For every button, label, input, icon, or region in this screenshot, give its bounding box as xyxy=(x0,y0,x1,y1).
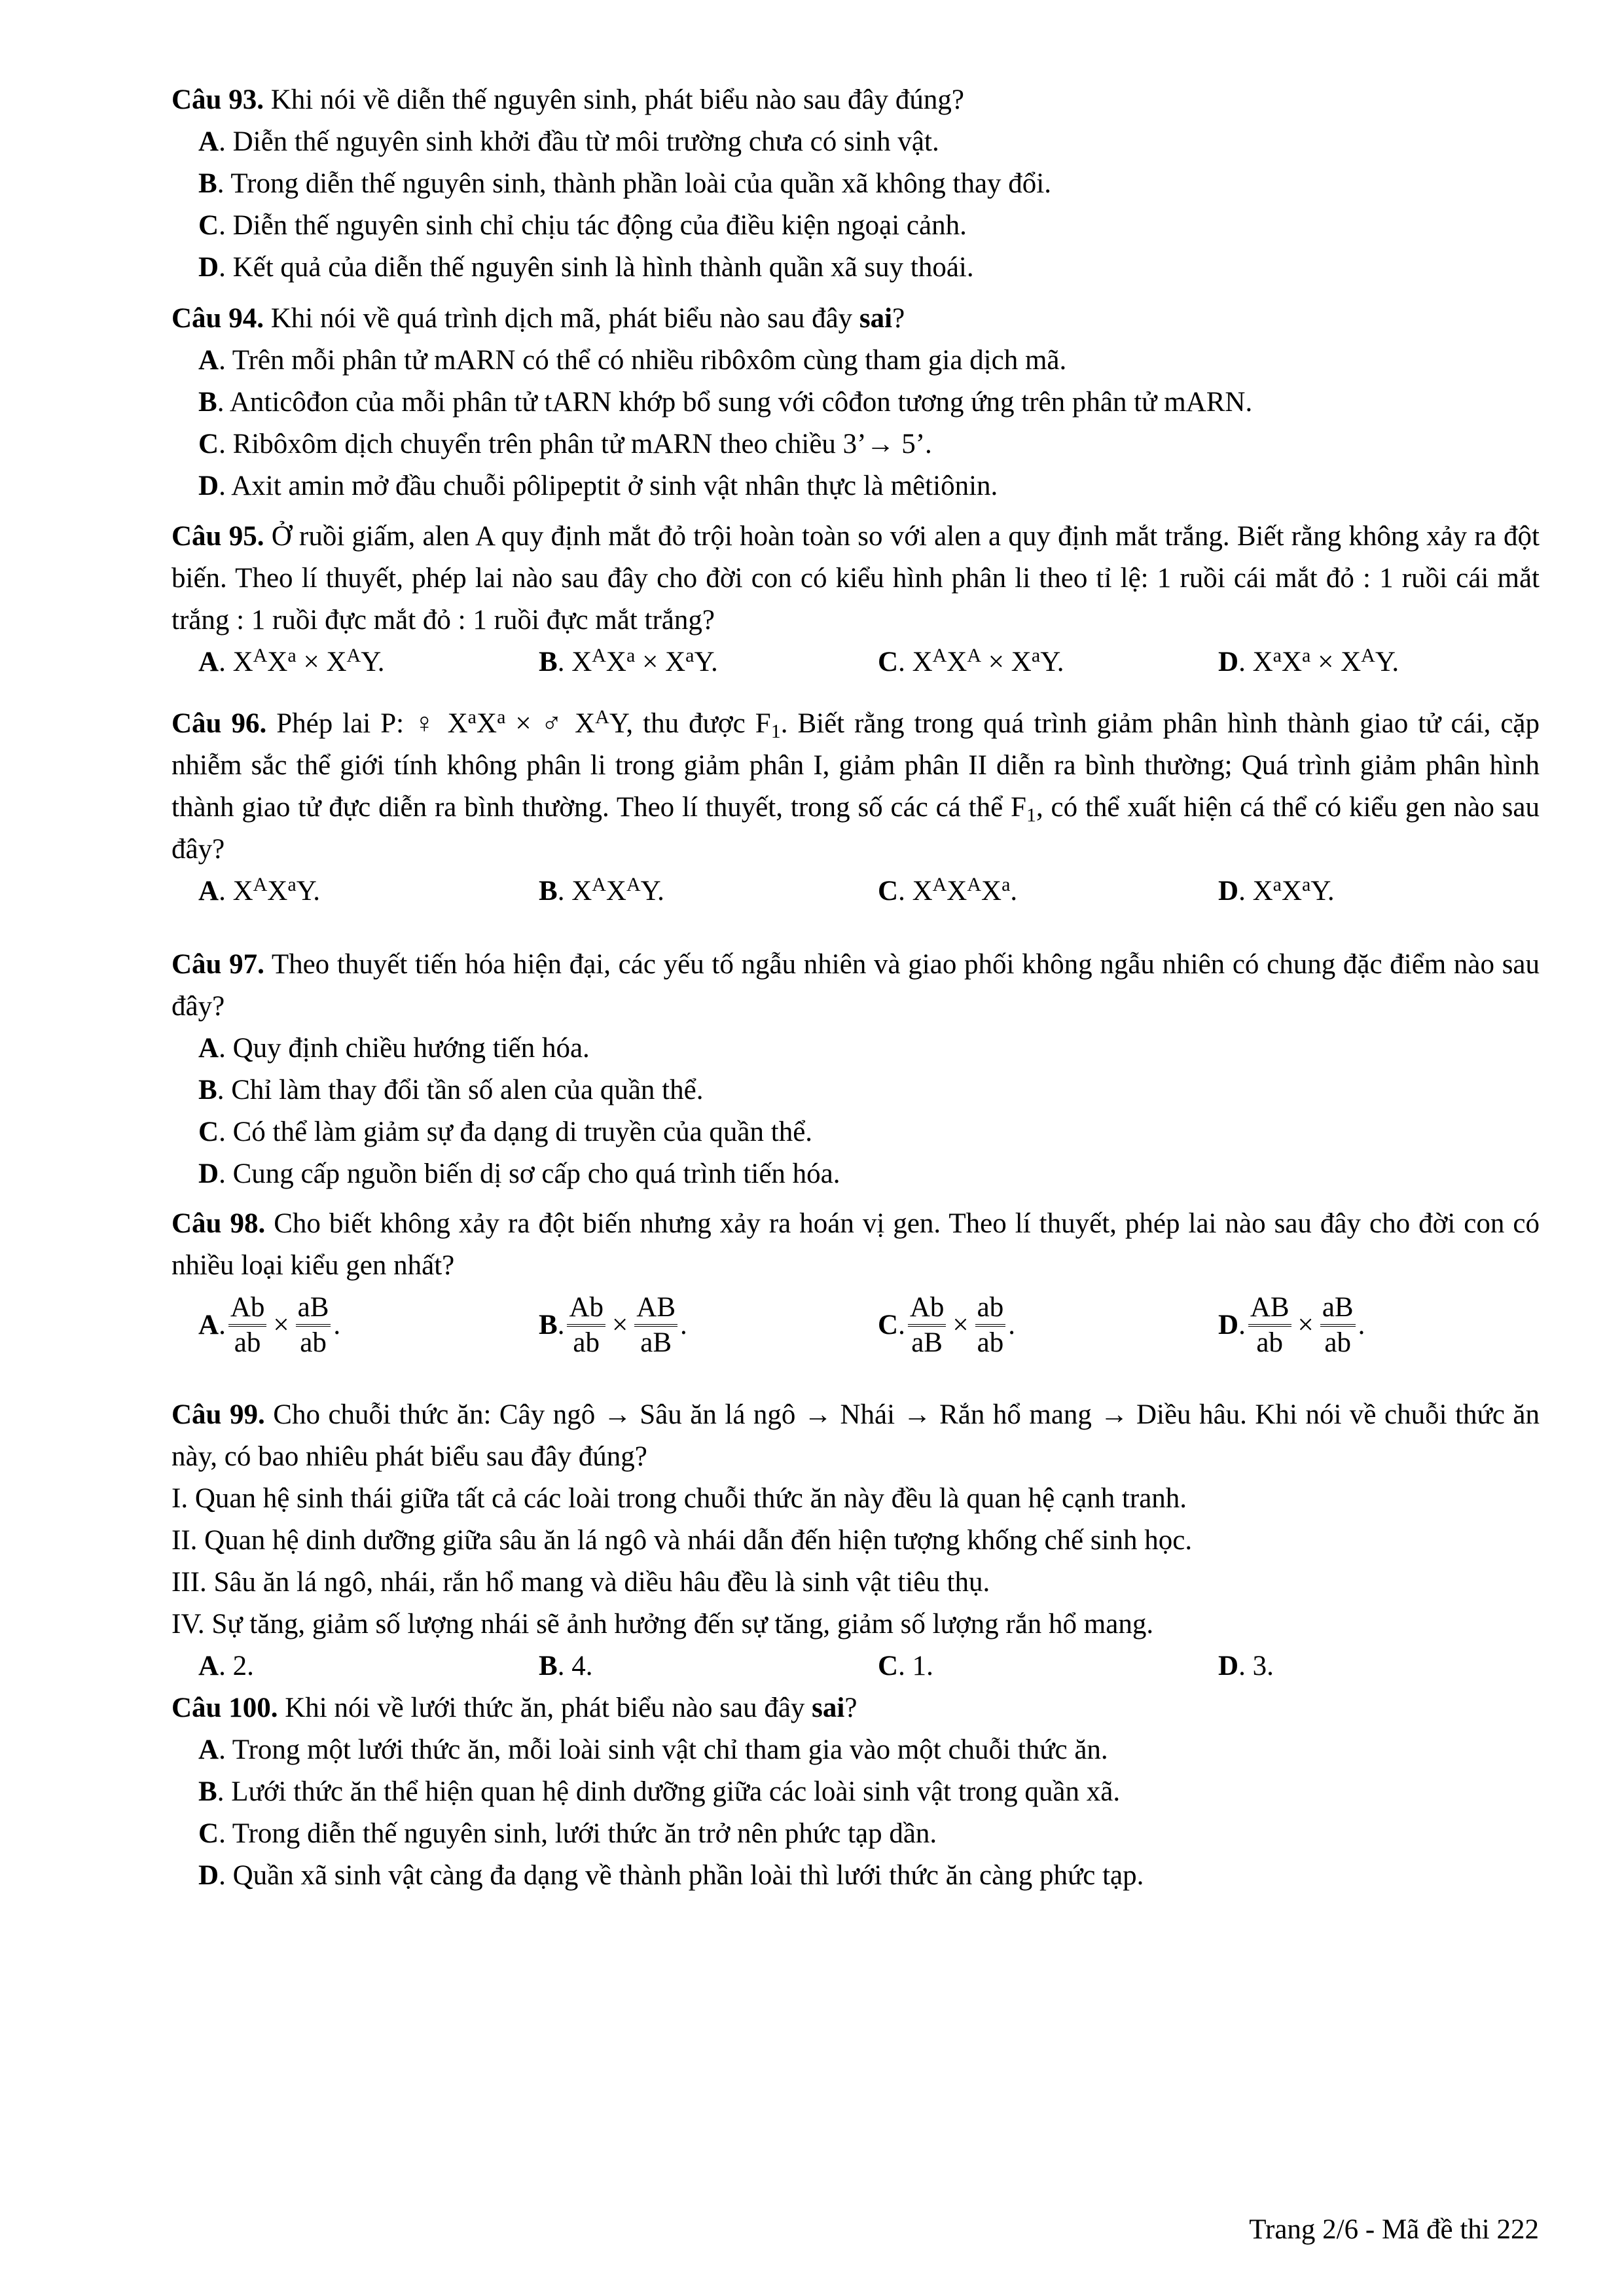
option-b: B. $X^AX^a \times X^aY$. xyxy=(539,645,718,677)
question-96: Câu 96. Phép lai P: ♀ $X^aX^a$ × ♂ $X^AY$, thu được $F_1$. Biết rằng trong quá trình giảm phân hình thành giao tử cái, cặp nhiễm sắc thể giới tính không phân li trong giảm phân I, giảm phân II diễn ra bình thường; Quá trình giảm phân hình thành giao tử đực diễn ra bình thường. Theo lí thuyết, trong số các cá thể $F_1$, có thể xuất hiện cá thể có kiểu gen nào sau đây? A. $X^AX^aY$. B. $X^AX^AY$. C. $X^AX^AX^a$. D. $X^aX^aY$. xyxy=(171,703,1540,912)
option-d: D. Axit amin mở đầu chuỗi pôlipeptit ở sinh vật nhân thực là mêtiônin. xyxy=(198,471,998,501)
option-a: A . $\frac{Ab}{ab}$ × $\frac{aB}{ab}$ . xyxy=(198,1292,341,1358)
statement-4: IV. Sự tăng, giảm số lượng nhái sẽ ảnh hưởng đến sự tăng, giảm số lượng rắn hổ mang. xyxy=(171,1609,1154,1640)
question-94: Câu 94. Khi nói về quá trình dịch mã, phát biểu nào sau đây sai? A. Trên mỗi phân tử mARN có thể có nhiều ribôxôm cùng tham gia dịch mã. B. Anticôđon của mỗi phân tử tARN khớp bổ sung với côđon tương ứng trên phân tử mARN. C. Ribôxôm dịch chuyển trên phân tử mARN theo chiều 3’→ 5’. D. Axit amin mở đầu chuỗi pôlipeptit ở sinh vật nhân thực là mêtiônin. xyxy=(171,298,1540,507)
page-footer: Trang 2/6 - Mã đề thi 222 xyxy=(1249,2214,1539,2245)
option-a: A. Trong một lưới thức ăn, mỗi loài sinh vật chỉ tham gia vào một chuỗi thức ăn. xyxy=(198,1734,1108,1765)
genotype-fraction: $\frac{aB}{ab}$ xyxy=(296,1291,331,1359)
emphasis-word: sai xyxy=(859,303,893,334)
option-d: D. Kết quả của diễn thế nguyên sinh là hình thành quần xã suy thoái. xyxy=(198,252,974,283)
option-c: C. $X^AX^A \times X^aY$. xyxy=(878,645,1064,677)
statement-2: II. Quan hệ dinh dưỡng giữa sâu ăn lá ngô và nhái dẫn đến hiện tượng khống chế sinh học. xyxy=(171,1525,1193,1556)
genotype-fraction: $\frac{AB}{aB}$ xyxy=(634,1291,677,1359)
option-c: C . $\frac{Ab}{aB}$ × $\frac{ab}{ab}$ . xyxy=(878,1292,1015,1358)
question-label: Câu 97. xyxy=(171,949,264,980)
statement-1: I. Quan hệ sinh thái giữa tất cả các loài trong chuỗi thức ăn này đều là quan hệ cạnh tranh. xyxy=(171,1483,1187,1514)
question-text: Ở ruồi giấm, alen A quy định mắt đỏ trội hoàn toàn so với alen a quy định mắt trắng. Biết rằng không xảy ra đột biến. Theo lí thuyết, phép lai nào sau đây cho đời con có kiểu hình phân li theo tỉ lệ: 1 ruồi cái mắt đỏ : 1 ruồi cái mắt trắng : 1 ruồi đực mắt đỏ : 1 ruồi đực mắt trắng? xyxy=(171,521,1540,636)
options-row xyxy=(171,870,1540,912)
option-a: A. Diễn thế nguyên sinh khởi đầu từ môi trường chưa có sinh vật. xyxy=(198,126,939,157)
option-d: D. $X^aX^a \times X^AY$. xyxy=(1218,645,1399,677)
option-d: D. 3. xyxy=(1218,1651,1274,1681)
option-a: A. $X^AX^a \times X^AY$. xyxy=(198,645,385,677)
question-label: Câu 95. xyxy=(171,521,264,552)
question-95 xyxy=(171,516,1540,683)
question-93 xyxy=(171,79,1540,289)
statement-3: III. Sâu ăn lá ngô, nhái, rắn hổ mang và diều hâu đều là sinh vật tiêu thụ. xyxy=(171,1567,990,1598)
question-label: Câu 93. xyxy=(171,84,264,115)
option-c: C. $X^AX^AX^a$. xyxy=(878,874,1018,906)
question-label: Câu 94. xyxy=(171,303,264,334)
option-b: B. Chỉ làm thay đổi tần số alen của quần thể. xyxy=(198,1075,704,1105)
question-99 xyxy=(171,1394,1540,1687)
option-c: C. Có thể làm giảm sự đa dạng di truyền của quần thể. xyxy=(198,1117,813,1147)
option-c: C. Diễn thế nguyên sinh chỉ chịu tác động của điều kiện ngoại cảnh. xyxy=(198,210,967,241)
question-text: Theo thuyết tiến hóa hiện đại, các yếu tố ngẫu nhiên và giao phối không ngẫu nhiên có chung đặc điểm nào sau đây? xyxy=(171,949,1540,1022)
options-row xyxy=(171,1287,1540,1364)
option-d: D. Cung cấp nguồn biến dị sơ cấp cho quá trình tiến hóa. xyxy=(198,1158,840,1189)
emphasis-word: sai xyxy=(812,1693,845,1723)
question-label: Câu 99. xyxy=(171,1399,265,1430)
option-b: B. Anticôđon của mỗi phân tử tARN khớp bổ sung với côđon tương ứng trên phân tử mARN. xyxy=(198,387,1253,418)
option-b: B . $\frac{Ab}{ab}$ × $\frac{AB}{aB}$ . xyxy=(539,1292,687,1358)
option-c: C. Trong diễn thế nguyên sinh, lưới thức ăn trở nên phức tạp dần. xyxy=(198,1818,937,1849)
genotype-fraction: $\frac{aB}{ab}$ xyxy=(1320,1291,1356,1359)
option-c: C. 1. xyxy=(878,1651,933,1681)
question-97 xyxy=(171,944,1540,1195)
option-d: D. $X^aX^aY$. xyxy=(1218,874,1335,906)
genotype-fraction: $\frac{Ab}{ab}$ xyxy=(567,1291,605,1359)
option-d: D . $\frac{AB}{ab}$ × $\frac{aB}{ab}$ . xyxy=(1218,1292,1365,1358)
question-label: Câu 98. xyxy=(171,1208,266,1239)
option-b: B. 4. xyxy=(539,1651,593,1681)
option-b: B. Lưới thức ăn thể hiện quan hệ dinh dưỡng giữa các loài sinh vật trong quần xã. xyxy=(198,1776,1121,1807)
question-text: Khi nói về diễn thế nguyên sinh, phát biểu nào sau đây đúng? xyxy=(263,84,964,115)
question-text: Cho chuỗi thức ăn: Cây ngô → Sâu ăn lá ngô → Nhái → Rắn hổ mang → Diều hâu. Khi nói về chuỗi thức ăn này, có bao nhiêu phát biểu sau đây đúng? xyxy=(171,1399,1540,1472)
genotype-fraction: $\frac{ab}{ab}$ xyxy=(975,1291,1006,1359)
question-100: Câu 100. Khi nói về lưới thức ăn, phát biểu nào sau đây sai? A. Trong một lưới thức ăn, mỗi loài sinh vật chỉ tham gia vào một chuỗi thức ăn. B. Lưới thức ăn thể hiện quan hệ dinh dưỡng giữa các loài sinh vật trong quần xã. C. Trong diễn thế nguyên sinh, lưới thức ăn trở nên phức tạp dần. D. Quần xã sinh vật càng đa dạng về thành phần loài thì lưới thức ăn càng phức tạp. xyxy=(171,1687,1540,1897)
question-text: Khi nói về lưới thức ăn, phát biểu nào sau đây xyxy=(278,1693,812,1723)
question-label: Câu 100. xyxy=(171,1693,278,1723)
genotype-fraction: $\frac{Ab}{ab}$ xyxy=(228,1291,267,1359)
question-text: Cho biết không xảy ra đột biến nhưng xảy ra hoán vị gen. Theo lí thuyết, phép lai nào sau đây cho đời con có nhiều loại kiểu gen nhất? xyxy=(171,1208,1540,1281)
option-a: A. Trên mỗi phân tử mARN có thể có nhiều ribôxôm cùng tham gia dịch mã. xyxy=(198,345,1067,376)
question-text: Khi nói về quá trình dịch mã, phát biểu nào sau đây xyxy=(263,303,859,334)
option-d: D. Quần xã sinh vật càng đa dạng về thành phần loài thì lưới thức ăn càng phức tạp. xyxy=(198,1860,1144,1891)
options-row xyxy=(171,641,1540,683)
question-98 xyxy=(171,1203,1540,1364)
option-b: B. Trong diễn thế nguyên sinh, thành phần loài của quần xã không thay đổi. xyxy=(198,168,1051,199)
question-label: Câu 96. xyxy=(171,708,267,739)
option-c: C. Ribôxôm dịch chuyển trên phân tử mARN theo chiều 3’→ 5’. xyxy=(198,429,932,459)
options-row xyxy=(171,1645,1540,1687)
option-b: B. $X^AX^AY$. xyxy=(539,874,664,906)
option-a: A. $X^AX^aY$. xyxy=(198,874,320,906)
option-a: A. Quy định chiều hướng tiến hóa. xyxy=(198,1033,590,1064)
genotype-fraction: $\frac{Ab}{aB}$ xyxy=(908,1291,947,1359)
option-a: A. 2. xyxy=(198,1651,254,1681)
genotype-fraction: $\frac{AB}{ab}$ xyxy=(1248,1291,1291,1359)
